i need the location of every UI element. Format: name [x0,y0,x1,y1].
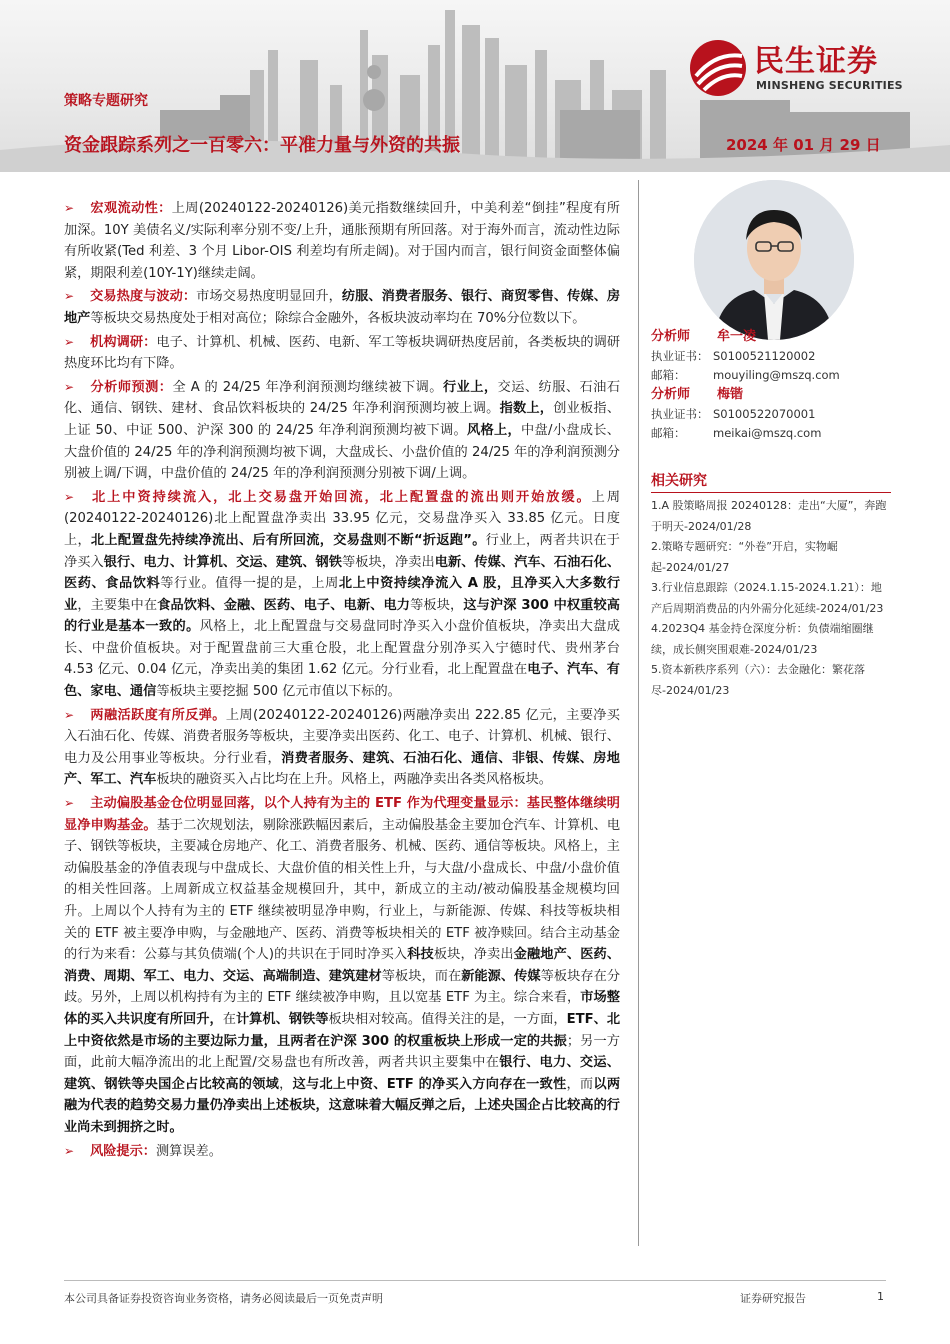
related-research-item[interactable]: 2.策略专题研究：“外卷”开启，实物崛起-2024/01/27 [651,540,838,574]
paragraph-analyst-forecast: ➢ 分析师预测：全 A 的 24/25 年净利润预测均继续被下调。行业上，交运、纺服、石油石化、通信、钢铁、建材、食品饮料板块的 24/25 年净利润预测均被上调。指数上，创业板指、上证 50、中证 500、沪深 300 的 24/25 年净利润预测均被下调。风格上，中盘/小盘成长、大盘价值的 24/25 年的净利润预测均被下调，大盘成长、小盘价值的 24/25 年的净利润预测分别被上调/下调，中盘价值的 24/25 年的净利润预测分别被下调/上调。 [64,379,621,482]
paragraph-macro-liquidity: ➢ 宏观流动性：上周(20240122-20240126)美元指数继续回升，中美利差“倒挂”程度有所加深。10Y 美债名义/实际利率分别不变/上升，通胀预期有所回落。对于海外而言，流动性边际有所收紧(Ted 利差、3 个月 Libor-OIS 利差均有所走阔)。对于国内而言，银行间资金面整体偏紧，期限利差(10Y-1Y)继续走阔。 [64,201,620,281]
analyst-2-cert-row: 执业证书： S0100522070001 [651,407,816,421]
related-research-item[interactable]: 3.行业信息跟踪（2024.1.15-2024.1.21）：地产后周期消费品的内外需分化延续-2024/01/23 [651,581,884,615]
minsheng-logo-icon [686,38,750,98]
analyst-2-name-row: 分析师 梅锴 [651,387,744,402]
page-number: 1 [877,1290,884,1303]
analyst-1-cert-row: 执业证书： S0100521120002 [651,349,816,363]
related-research-divider [651,492,891,493]
related-research-title: 相关研究 [651,473,707,489]
analyst-info [651,327,891,443]
paragraph-institutional-research: ➢ 机构调研：电子、计算机、机械、医药、电新、军工等板块调研热度居前，各类板块的调研热度环比均有下降。 [64,334,621,372]
column-divider [638,180,639,1246]
analyst-1-name-row: 分析师 牟一凌 [651,329,757,344]
arrow-bullet-icon: ➢ [64,796,75,811]
report-date: 2024 年 01 月 29 日 [726,136,881,154]
arrow-bullet-icon: ➢ [64,289,75,304]
analyst-1-name: 牟一凌 [717,329,757,344]
footer-report-type: 证券研究报告 [740,1292,806,1305]
arrow-bullet-icon: ➢ [64,334,75,349]
related-research-item[interactable]: 5.资本新秩序系列（六）：去金融化：繁花落尽-2024/01/23 [651,663,865,697]
footer-divider [64,1280,886,1281]
related-research-item[interactable]: 4.2023Q4 基金持仓深度分析：负债端缩圈继续，成长侧突围艰难-2024/01/23 [651,622,874,656]
paragraph-risk-warning: ➢ 风险提示：测算误差。 [64,1143,222,1159]
related-research-item[interactable]: 1.A 股策略周报 20240128：走出“大厦”，奔跑于明天-2024/01/28 [651,499,887,533]
arrow-bullet-icon: ➢ [64,201,75,215]
header-banner [0,0,950,172]
analyst-2-email-row: 邮箱： meikai@mszq.com [651,426,822,440]
arrow-bullet-icon: ➢ [64,707,75,722]
report-title: 资金跟踪系列之一百零六：平准力量与外资的共振 [64,135,460,156]
analyst-1-email-row: 邮箱： mouyiling@mszq.com [651,368,840,382]
footer-disclaimer: 本公司具备证券投资咨询业务资格，请务必阅读最后一页免责声明 [64,1292,383,1305]
company-logo [686,38,926,98]
paragraph-active-funds: ➢ 主动偏股基金仓位明显回落，以个人持有为主的 ETF 作为代理变量显示：基民整体继续明显净申购基金。基于二次规划法，剔除涨跌幅因素后，主动偏股基金主要加仓汽车、计算机、电子、钢铁等板块，主要减仓房地产、化工、消费者服务、机械、医药、通信等板块。风格上，主动偏股基金的净值表现与中盘成长、大盘价值的相关性上升，与大盘/小盘成长、中盘/小盘价值的相关性回落。上周新成立权益基金规模回升，其中，新成立的主动/被动偏股基金规模均回升。上周以个人持有为主的 ETF 继续被明显净申购，行业上，与新能源、传媒、科技等板块相关的 ETF 被主要净申购，与金融地产、医药、消费等板块相关的 ETF 被净赎回。结合主动基金的行为来看：公募与其负债端(个人)的共识在于同时净买入科技板块，净卖出金融地产、医药、消费、周期、军工、电力、交运、高端制造、建筑建材等板块，而在新能源、传媒等板块存在分歧。另外，上周以机构持有为主的 ETF 继续被净申购，且以宽基 ETF 为主。综合来看，市场整体的买入共识度有所回升，在计算机、钢铁等板块相对较高。值得关注的是，一方面，ETF、北上中资依然是市场的主要边际力量，且两者在沪深 300 的权重板块上形成一定的共振；另一方面，此前大幅净流出的北上配置/交易盘也有所改善，两者共识主要集中在银行、电力、交运、建筑、钢铁等央国企占比较高的领域，这与北上中资、ETF 的净买入方向存在一致性，而以两融为代表的趋势交易力量仍净卖出上述板块，这意味着大幅反弹之后，上述央国企占比较高的行业尚未到拥挤之时。 [64,796,621,1135]
arrow-bullet-icon: ➢ [64,489,75,504]
analyst-2-name: 梅锴 [717,387,744,402]
analyst-portrait-icon [694,180,854,340]
report-category: 策略专题研究 [64,93,148,109]
paragraph-northbound-flow: ➢ 北上中资持续流入，北上交易盘开始回流，北上配置盘的流出则开始放缓。上周(20240122-20240126)北上配置盘净卖出 33.95 亿元，交易盘净买入 33.85 亿元。日度上，北上配置盘先持续净流出、后有所回流，交易盘则不断“折返跑”。行业上，两者共识在于净买入银行、电力、计算机、交运、建筑、钢铁等板块，净卖出电新、传媒、汽车、石油石化、医药、食品饮料等行业。值得一提的是，上周北上中资持续净流入 A 股，且净买入大多数行业，主要集中在食品饮料、金融、医药、电子、电新、电力等板块，这与沪深 300 中权重较高的行业是基本一致的。风格上，北上配置盘与交易盘同时净买入小盘价值板块，净卖出大盘成长、中盘价值板块。对于配置盘前三大重仓股，北上配置盘分别净买入宁德时代、贵州茅台 4.53 亿元、0.04 亿元，净卖出美的集团 1.62 亿元。分行业看，北上配置盘在电子、汽车、有色、家电、通信等板块主要挖掘 500 亿元市值以下标的。 [64,489,621,700]
analyst-2-email-link[interactable]: meikai@mszq.com [713,426,822,440]
report-body [64,198,620,1162]
analyst-photo [694,180,854,340]
logo-text-cn: 民生证券 [754,44,878,79]
arrow-bullet-icon: ➢ [64,1143,75,1158]
logo-text-en: MINSHENG SECURITIES [756,79,903,92]
related-research-list [651,496,891,701]
analyst-1-email-link[interactable]: mouyiling@mszq.com [713,368,840,382]
paragraph-trading-heat: ➢ 交易热度与波动：市场交易热度明显回升，纺服、消费者服务、银行、商贸零售、传媒、房地产等板块交易热度处于相对高位；除综合金融外，各板块波动率均在 70%分位数以下。 [64,289,621,326]
arrow-bullet-icon: ➢ [64,379,75,394]
paragraph-margin-trading: ➢ 两融活跃度有所反弹。上周(20240122-20240126)两融净卖出 222.85 亿元，主要净买入石油石化、传媒、消费者服务等板块，主要净卖出医药、化工、电子、计算机、机械、银行、电力及公用事业等板块。分行业看，消费者服务、建筑、石油石化、通信、非银、传媒、房地产、军工、汽车板块的融资买入占比均在上升。风格上，两融净卖出各类风格板块。 [64,707,620,788]
